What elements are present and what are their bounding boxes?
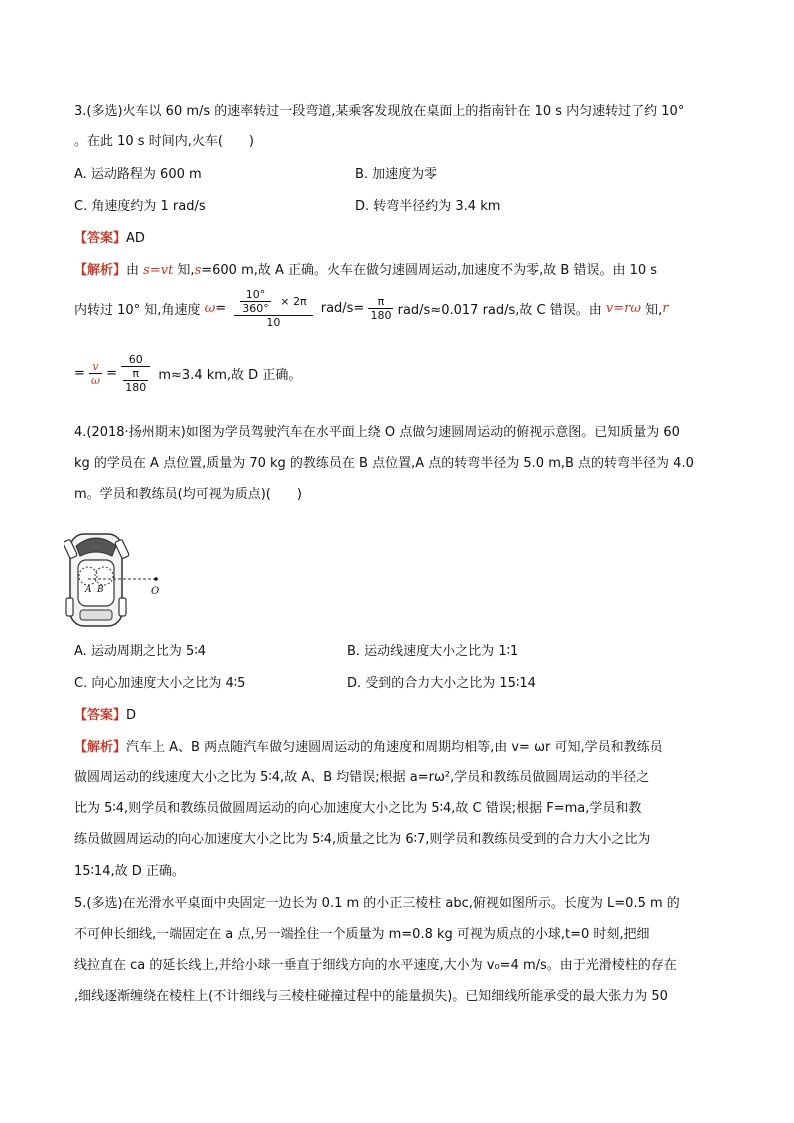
cabin [78,560,114,606]
q3-option-b: B. 加速度为零 [355,167,438,182]
sixty-over-pi180: $\frac{60}{\frac{\pi}{180}}$ [121,353,150,394]
q4-analysis-line4: 练员做圆周运动的向心加速度大小之比为 5∶4,质量之比为 6∶7,则学员和教练员受到的合力大小之比为 [74,832,651,847]
omega-fraction: $\frac{10^\circ}{360^\circ}$ × 2π 10 [234,288,312,329]
q4-analysis-line1: 【解析】汽车上 A、B 两点随汽车做匀速圆周运动的角速度和周期均相等,由 v= ωr 可知,学员和教练员 [74,740,663,755]
rear-window [80,610,112,620]
q4-stem-line3: m。学员和教练员(均可视为质点)( ) [74,487,302,502]
q3-option-c: C. 角速度约为 1 rad/s [74,199,206,214]
q4-answer: 【答案】D [74,708,137,723]
q4-stem-line1: 4.(2018·扬州期末)如图为学员驾驶汽车在水平面上绕 O 点做匀速圆周运动的俯视示意图。已知质量为 60 [74,425,680,440]
q4-option-a: A. 运动周期之比为 5∶4 [74,644,206,659]
wheel-rear-right [119,598,126,616]
q4-analysis-line3: 比为 5∶4,则学员和教练员做圆周运动的向心加速度大小之比为 5∶4,故 C 错误;根据 F=ma,学员和教 [74,801,642,816]
q3-option-a: A. 运动路程为 600 m [74,167,202,182]
q5-stem-line3: 线拉直在 ca 的延长线上,并给小球一垂直于细线方向的水平速度,大小为 v₀=4 m/s。由于光滑棱柱的存在 [74,958,677,973]
q3-stem-line1: 3.(多选)火车以 60 m/s 的速率转过一段弯道,某乘客发现放在桌面上的指南针在 10 s 内匀速转过了约 10° [74,104,685,119]
q4-analysis-line5: 15∶14,故 D 正确。 [74,864,185,879]
car-top-view-figure [64,522,174,632]
q3-analysis-line1: 【解析】由 s=vt 知,s=600 m,故 A 正确。火车在做匀速圆周运动,加速度不为零,故 B 错误。由 10 s [74,263,658,278]
q4-option-c: C. 向心加速度大小之比为 4∶5 [74,676,246,691]
label-a: A [85,585,92,595]
q4-option-b: B. 运动线速度大小之比为 1∶1 [347,644,519,659]
q3-analysis-line3: = $\frac{v}{\omega}$ = $\frac{60}{\frac{\pi}{180}}$ m≈3.4 km,故 D 正确。 [74,353,302,394]
q3-answer: 【答案】AD [74,231,145,246]
q3-analysis-line2: 内转过 10° 知,角速度 ω= $\frac{10^\circ}{360^\circ}$ × 2π 10 rad/s= $\frac{\pi}{180}$ rad/s≈0.017 rad/s,故 C 错误。由 v=rω 知,r [74,288,669,329]
q4-analysis-line2: 做圆周运动的线速度大小之比为 5∶4,故 A、B 均错误;根据 a=rω²,学员和教练员做圆周运动的半径之 [74,770,650,785]
q5-stem-line1: 5.(多选)在光滑水平桌面中央固定一边长为 0.1 m 的小正三棱柱 abc,俯视如图所示。长度为 L=0.5 m 的 [74,896,680,911]
center-point-o [154,577,158,581]
v-over-omega: $\frac{v}{\omega}$ [91,360,101,387]
q3-option-d: D. 转弯半径约为 3.4 km [355,199,501,214]
q3-stem-line2: 。在此 10 s 时间内,火车( ) [74,134,254,149]
pi-over-180: $\frac{\pi}{180}$ [370,295,392,322]
q4-stem-line2: kg 的学员在 A 点位置,质量为 70 kg 的教练员在 B 点位置,A 点的转弯半径为 5.0 m,B 点的转弯半径为 4.0 [74,456,694,471]
label-b: B [97,585,104,595]
wheel-rear-left [66,598,73,616]
q4-option-d: D. 受到的合力大小之比为 15∶14 [347,676,536,691]
q5-stem-line2: 不可伸长细线,一端固定在 a 点,另一端拴住一个质量为 m=0.8 kg 可视为质点的小球,t=0 时刻,把细 [74,927,650,942]
label-o: O [151,586,160,597]
q5-stem-line4: ,细线逐渐缠绕在棱柱上(不计细线与三棱柱碰撞过程中的能量损失)。已知细线所能承受的最大张力为 50 [74,989,668,1004]
